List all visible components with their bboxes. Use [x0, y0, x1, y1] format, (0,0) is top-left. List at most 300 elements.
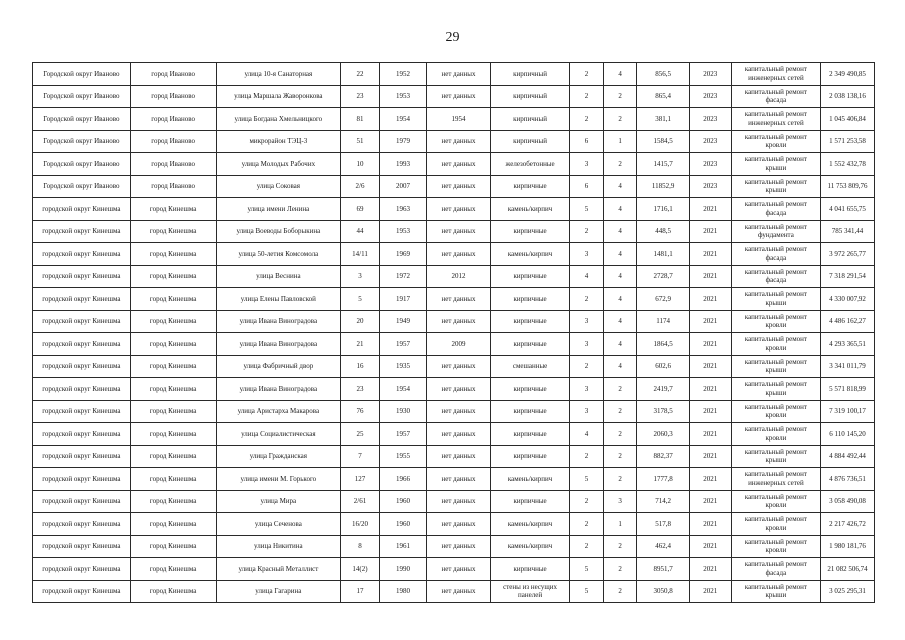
table-cell: капитальный ремонт крыши	[731, 175, 820, 198]
table-cell: 2021	[689, 445, 731, 468]
table-cell: улица 50-летия Комсомола	[216, 243, 341, 266]
table-cell: 23	[341, 85, 380, 108]
table-cell: 2021	[689, 265, 731, 288]
table-cell: 22	[341, 63, 380, 86]
table-cell: 2 038 138,16	[821, 85, 875, 108]
table-cell: 2	[603, 108, 637, 131]
table-cell: 2	[570, 85, 604, 108]
table-cell: кирпичные	[491, 333, 570, 356]
table-cell: 4 884 492,44	[821, 445, 875, 468]
table-cell: капитальный ремонт кровли	[731, 423, 820, 446]
table-cell: нет данных	[427, 310, 491, 333]
table-cell: 2	[603, 580, 637, 603]
table-cell: кирпичные	[491, 288, 570, 311]
table-cell: 4	[570, 423, 604, 446]
table-cell: 2023	[689, 108, 731, 131]
table-cell: 4 486 162,27	[821, 310, 875, 333]
table-cell: нет данных	[427, 535, 491, 558]
table-cell: капитальный ремонт кровли	[731, 400, 820, 423]
table-cell: 1960	[379, 490, 426, 513]
table-cell: капитальный ремонт кровли	[731, 310, 820, 333]
table-cell: 4	[603, 198, 637, 221]
table-cell: 1979	[379, 130, 426, 153]
table-cell: 856,5	[637, 63, 689, 86]
table-cell: кирпичные	[491, 490, 570, 513]
table-cell: 8	[341, 535, 380, 558]
table-cell: камень/кирпич	[491, 513, 570, 536]
table-cell: улица Соковая	[216, 175, 341, 198]
table-cell: 1960	[379, 513, 426, 536]
table-cell: 44	[341, 220, 380, 243]
table-cell: Городской округ Иваново	[33, 108, 131, 131]
table-cell: 1990	[379, 558, 426, 581]
table-cell: нет данных	[427, 490, 491, 513]
table-cell: 2	[570, 513, 604, 536]
table-cell: городской округ Кинешма	[33, 535, 131, 558]
table-cell: 7	[341, 445, 380, 468]
table-cell: кирпичные	[491, 558, 570, 581]
table-cell: нет данных	[427, 85, 491, 108]
table-cell: 672,9	[637, 288, 689, 311]
table-cell: 2	[570, 355, 604, 378]
table-cell: городской округ Кинешма	[33, 490, 131, 513]
table-cell: 1957	[379, 333, 426, 356]
table-cell: нет данных	[427, 198, 491, 221]
table-cell: 5	[570, 198, 604, 221]
table-cell: 2	[570, 63, 604, 86]
table-cell: 2023	[689, 63, 731, 86]
table-cell: улица Елены Павловской	[216, 288, 341, 311]
table-cell: нет данных	[427, 558, 491, 581]
table-row	[33, 445, 875, 468]
table-cell: 3	[603, 490, 637, 513]
table-cell: улица Мира	[216, 490, 341, 513]
table-cell: 2/61	[341, 490, 380, 513]
page-number: 29	[445, 30, 460, 45]
table-cell: 6 110 145,20	[821, 423, 875, 446]
table-cell: 4	[603, 265, 637, 288]
table-cell: 3 058 490,08	[821, 490, 875, 513]
table-cell: 2012	[427, 265, 491, 288]
table-row	[33, 310, 875, 333]
table-cell: 1980	[379, 580, 426, 603]
table-cell: 1481,1	[637, 243, 689, 266]
table-cell: город Кинешма	[130, 490, 216, 513]
table-cell: 2	[603, 468, 637, 491]
table-row	[33, 333, 875, 356]
table-cell: нет данных	[427, 513, 491, 536]
table-cell: город Кинешма	[130, 468, 216, 491]
table-row	[33, 513, 875, 536]
table-cell: 4 293 365,51	[821, 333, 875, 356]
table-cell: 3 025 295,31	[821, 580, 875, 603]
table-cell: 1	[603, 130, 637, 153]
table-cell: нет данных	[427, 468, 491, 491]
table-cell: городской округ Кинешма	[33, 445, 131, 468]
table-cell: улица Молодых Рабочих	[216, 153, 341, 176]
table-cell: городской округ Кинешма	[33, 355, 131, 378]
table-cell: 2	[603, 535, 637, 558]
table-cell: город Кинешма	[130, 288, 216, 311]
table-cell: 21 082 506,74	[821, 558, 875, 581]
table-cell: кирпичные	[491, 400, 570, 423]
table-cell: город Кинешма	[130, 423, 216, 446]
table-cell: городской округ Кинешма	[33, 468, 131, 491]
table-cell: 1777,8	[637, 468, 689, 491]
table-cell: кирпичный	[491, 85, 570, 108]
table-cell: улица Аристарха Макарова	[216, 400, 341, 423]
table-cell: город Иваново	[130, 130, 216, 153]
table-cell: городской округ Кинешма	[33, 265, 131, 288]
table-cell: капитальный ремонт фасада	[731, 85, 820, 108]
table-cell: 16	[341, 355, 380, 378]
table-cell: город Кинешма	[130, 378, 216, 401]
table-cell: 2021	[689, 468, 731, 491]
table-cell: 7 318 291,54	[821, 265, 875, 288]
table-cell: улица Воеводы Боборыкина	[216, 220, 341, 243]
table-cell: город Кинешма	[130, 513, 216, 536]
table-cell: 51	[341, 130, 380, 153]
table-cell: 81	[341, 108, 380, 131]
table-cell: Городской округ Иваново	[33, 153, 131, 176]
table-cell: 11 753 809,76	[821, 175, 875, 198]
table-cell: капитальный ремонт фасада	[731, 558, 820, 581]
table-row	[33, 198, 875, 221]
table-cell: 1930	[379, 400, 426, 423]
table-cell: 2	[570, 490, 604, 513]
table-cell: улица Красный Металлист	[216, 558, 341, 581]
table-cell: нет данных	[427, 153, 491, 176]
table-cell: 1	[603, 513, 637, 536]
table-cell: городской округ Кинешма	[33, 400, 131, 423]
table-cell: город Кинешма	[130, 310, 216, 333]
table-row	[33, 130, 875, 153]
table-cell: улица 10-я Санаторная	[216, 63, 341, 86]
table-cell: камень/кирпич	[491, 198, 570, 221]
table-cell: 2	[603, 445, 637, 468]
table-cell: стены из несущих панелей	[491, 580, 570, 603]
table-cell: капитальный ремонт фасада	[731, 243, 820, 266]
table-cell: 1 571 253,58	[821, 130, 875, 153]
table-row	[33, 288, 875, 311]
table-cell: город Кинешма	[130, 333, 216, 356]
table-cell: 1955	[379, 445, 426, 468]
table-cell: капитальный ремонт кровли	[731, 130, 820, 153]
table-cell: 2021	[689, 423, 731, 446]
table-cell: капитальный ремонт кровли	[731, 535, 820, 558]
table-cell: 2021	[689, 535, 731, 558]
table-cell: 2	[603, 153, 637, 176]
table-row	[33, 63, 875, 86]
table-cell: 1972	[379, 265, 426, 288]
table-row	[33, 558, 875, 581]
table-cell: 2009	[427, 333, 491, 356]
table-cell: улица Фабричный двор	[216, 355, 341, 378]
table-cell: 448,5	[637, 220, 689, 243]
table-cell: 2021	[689, 490, 731, 513]
table-cell: город Кинешма	[130, 445, 216, 468]
table-cell: кирпичные	[491, 220, 570, 243]
table-cell: город Иваново	[130, 63, 216, 86]
table-cell: капитальный ремонт крыши	[731, 445, 820, 468]
table-cell: городской округ Кинешма	[33, 198, 131, 221]
table-cell: улица Сеченова	[216, 513, 341, 536]
table-cell: улица имени М. Горького	[216, 468, 341, 491]
table-cell: кирпичные	[491, 310, 570, 333]
table-cell: 7 319 100,17	[821, 400, 875, 423]
table-cell: 4	[603, 175, 637, 198]
table-cell: 3	[570, 243, 604, 266]
table-cell: 2	[603, 378, 637, 401]
table-cell: 4 041 655,75	[821, 198, 875, 221]
table-cell: город Иваново	[130, 85, 216, 108]
table-row	[33, 580, 875, 603]
table-body	[33, 63, 875, 603]
table-cell: 5	[341, 288, 380, 311]
table-cell: 1954	[379, 378, 426, 401]
table-cell: 2	[603, 558, 637, 581]
table-cell: нет данных	[427, 63, 491, 86]
table-cell: капитальный ремонт кровли	[731, 513, 820, 536]
table-cell: 5	[570, 558, 604, 581]
table-cell: 2	[603, 400, 637, 423]
table-cell: город Кинешма	[130, 535, 216, 558]
table-cell: 462,4	[637, 535, 689, 558]
table-cell: 8951,7	[637, 558, 689, 581]
table-cell: 2023	[689, 153, 731, 176]
table-cell: 882,37	[637, 445, 689, 468]
table-cell: город Иваново	[130, 175, 216, 198]
table-cell: улица Веснина	[216, 265, 341, 288]
table-cell: кирпичные	[491, 423, 570, 446]
table-cell: 2 217 426,72	[821, 513, 875, 536]
table-cell: городской округ Кинешма	[33, 378, 131, 401]
table-cell: 1954	[427, 108, 491, 131]
table-cell: 2021	[689, 580, 731, 603]
table-cell: 2023	[689, 175, 731, 198]
table-cell: 1 980 181,76	[821, 535, 875, 558]
table-cell: 4	[603, 355, 637, 378]
table-cell: 4	[603, 220, 637, 243]
table-cell: 1966	[379, 468, 426, 491]
table-cell: 785 341,44	[821, 220, 875, 243]
table-cell: кирпичные	[491, 175, 570, 198]
table-row	[33, 175, 875, 198]
table-cell: кирпичные	[491, 265, 570, 288]
table-cell: 2021	[689, 243, 731, 266]
table-cell: 2021	[689, 220, 731, 243]
table-cell: 2060,3	[637, 423, 689, 446]
table-cell: городской округ Кинешма	[33, 558, 131, 581]
table-cell: 714,2	[637, 490, 689, 513]
table-row	[33, 535, 875, 558]
table-cell: 25	[341, 423, 380, 446]
table-cell: 2	[570, 288, 604, 311]
table-cell: нет данных	[427, 580, 491, 603]
table-cell: 865,4	[637, 85, 689, 108]
table-cell: город Кинешма	[130, 580, 216, 603]
table-cell: 1716,1	[637, 198, 689, 221]
table-cell: город Иваново	[130, 108, 216, 131]
table-cell: нет данных	[427, 400, 491, 423]
table-cell: 3178,5	[637, 400, 689, 423]
table-cell: 17	[341, 580, 380, 603]
table-cell: 1993	[379, 153, 426, 176]
table-cell: 2021	[689, 198, 731, 221]
table-cell: городской округ Кинешма	[33, 513, 131, 536]
table-cell: город Кинешма	[130, 243, 216, 266]
table-cell: 1953	[379, 85, 426, 108]
table-cell: 1174	[637, 310, 689, 333]
table-cell: 2021	[689, 355, 731, 378]
table-row	[33, 355, 875, 378]
table-cell: 381,1	[637, 108, 689, 131]
table-cell: железобетонные	[491, 153, 570, 176]
table-cell: нет данных	[427, 130, 491, 153]
table-cell: 10	[341, 153, 380, 176]
table-cell: капитальный ремонт инженерных сетей	[731, 63, 820, 86]
table-cell: городской округ Кинешма	[33, 310, 131, 333]
table-cell: городской округ Кинешма	[33, 580, 131, 603]
table-cell: Городской округ Иваново	[33, 63, 131, 86]
table-cell: кирпичный	[491, 108, 570, 131]
table-cell: 11852,9	[637, 175, 689, 198]
table-cell: 2	[570, 220, 604, 243]
table-cell: город Иваново	[130, 153, 216, 176]
table-cell: капитальный ремонт крыши	[731, 378, 820, 401]
table-cell: город Кинешма	[130, 558, 216, 581]
table-cell: нет данных	[427, 378, 491, 401]
table-cell: 1954	[379, 108, 426, 131]
table-cell: 4	[603, 288, 637, 311]
table-cell: 14/11	[341, 243, 380, 266]
table-cell: кирпичные	[491, 445, 570, 468]
table-cell: нет данных	[427, 220, 491, 243]
table-row	[33, 378, 875, 401]
table-cell: нет данных	[427, 355, 491, 378]
table-cell: 1 045 406,84	[821, 108, 875, 131]
table-cell: капитальный ремонт инженерных сетей	[731, 468, 820, 491]
table-cell: город Кинешма	[130, 198, 216, 221]
table-cell: 1957	[379, 423, 426, 446]
table-cell: капитальный ремонт фундамента	[731, 220, 820, 243]
table-cell: 1415,7	[637, 153, 689, 176]
table-row	[33, 220, 875, 243]
table-row	[33, 468, 875, 491]
table-cell: 2	[603, 85, 637, 108]
table-cell: капитальный ремонт крыши	[731, 580, 820, 603]
table-row	[33, 400, 875, 423]
table-cell: нет данных	[427, 288, 491, 311]
table-cell: 4	[570, 265, 604, 288]
table-cell: нет данных	[427, 445, 491, 468]
table-cell: капитальный ремонт крыши	[731, 355, 820, 378]
table-cell: 1961	[379, 535, 426, 558]
table-cell: микрорайон ТЭЦ-3	[216, 130, 341, 153]
table-cell: 4 330 007,92	[821, 288, 875, 311]
table-cell: 2007	[379, 175, 426, 198]
table-cell: городской округ Кинешма	[33, 243, 131, 266]
table-cell: 2021	[689, 333, 731, 356]
table-cell: Городской округ Иваново	[33, 130, 131, 153]
table-cell: город Кинешма	[130, 265, 216, 288]
table-cell: 16/20	[341, 513, 380, 536]
table-cell: 1963	[379, 198, 426, 221]
table-cell: нет данных	[427, 243, 491, 266]
table-cell: капитальный ремонт инженерных сетей	[731, 108, 820, 131]
table-cell: камень/кирпич	[491, 468, 570, 491]
table-cell: 3	[570, 400, 604, 423]
table-row	[33, 85, 875, 108]
table-cell: капитальный ремонт кровли	[731, 490, 820, 513]
table-cell: 1935	[379, 355, 426, 378]
table-cell: 2021	[689, 558, 731, 581]
table-cell: улица Ивана Виноградова	[216, 378, 341, 401]
table-cell: 2	[570, 108, 604, 131]
table-cell: улица Ивана Виноградова	[216, 310, 341, 333]
table-cell: капитальный ремонт крыши	[731, 288, 820, 311]
table-cell: город Кинешма	[130, 220, 216, 243]
table-cell: 3	[570, 333, 604, 356]
table-cell: 14(2)	[341, 558, 380, 581]
table-cell: улица Богдана Хмельницкого	[216, 108, 341, 131]
table-cell: капитальный ремонт крыши	[731, 153, 820, 176]
table-cell: 3	[341, 265, 380, 288]
table-cell: 2023	[689, 85, 731, 108]
table-cell: 3 341 011,79	[821, 355, 875, 378]
table-cell: 1584,5	[637, 130, 689, 153]
table-cell: улица Социалистическая	[216, 423, 341, 446]
table-cell: 517,8	[637, 513, 689, 536]
table-cell: 2021	[689, 513, 731, 536]
table-cell: 4	[603, 310, 637, 333]
table-cell: нет данных	[427, 423, 491, 446]
table-cell: 127	[341, 468, 380, 491]
table-cell: 2021	[689, 288, 731, 311]
table-cell: 3	[570, 153, 604, 176]
table-row	[33, 490, 875, 513]
table-cell: 2021	[689, 310, 731, 333]
table-cell: 1969	[379, 243, 426, 266]
table-cell: 1 552 432,78	[821, 153, 875, 176]
table-cell: 23	[341, 378, 380, 401]
table-cell: 2	[603, 423, 637, 446]
table-row	[33, 265, 875, 288]
table-cell: 1917	[379, 288, 426, 311]
table-row	[33, 243, 875, 266]
table-cell: 6	[570, 175, 604, 198]
table-cell: город Кинешма	[130, 400, 216, 423]
table-cell: 1953	[379, 220, 426, 243]
table-cell: капитальный ремонт фасада	[731, 198, 820, 221]
table-cell: 5	[570, 580, 604, 603]
table-cell: 2	[570, 535, 604, 558]
table-cell: кирпичный	[491, 130, 570, 153]
table-cell: 1864,5	[637, 333, 689, 356]
table-cell: 20	[341, 310, 380, 333]
table-cell: 2/6	[341, 175, 380, 198]
table-row	[33, 108, 875, 131]
table-row	[33, 153, 875, 176]
table-cell: городской округ Кинешма	[33, 423, 131, 446]
table-row	[33, 423, 875, 446]
table-cell: улица имени Ленина	[216, 198, 341, 221]
table-cell: смешанные	[491, 355, 570, 378]
table-cell: Городской округ Иваново	[33, 85, 131, 108]
table-cell: 21	[341, 333, 380, 356]
table-cell: 3 972 265,77	[821, 243, 875, 266]
table-cell: Городской округ Иваново	[33, 175, 131, 198]
